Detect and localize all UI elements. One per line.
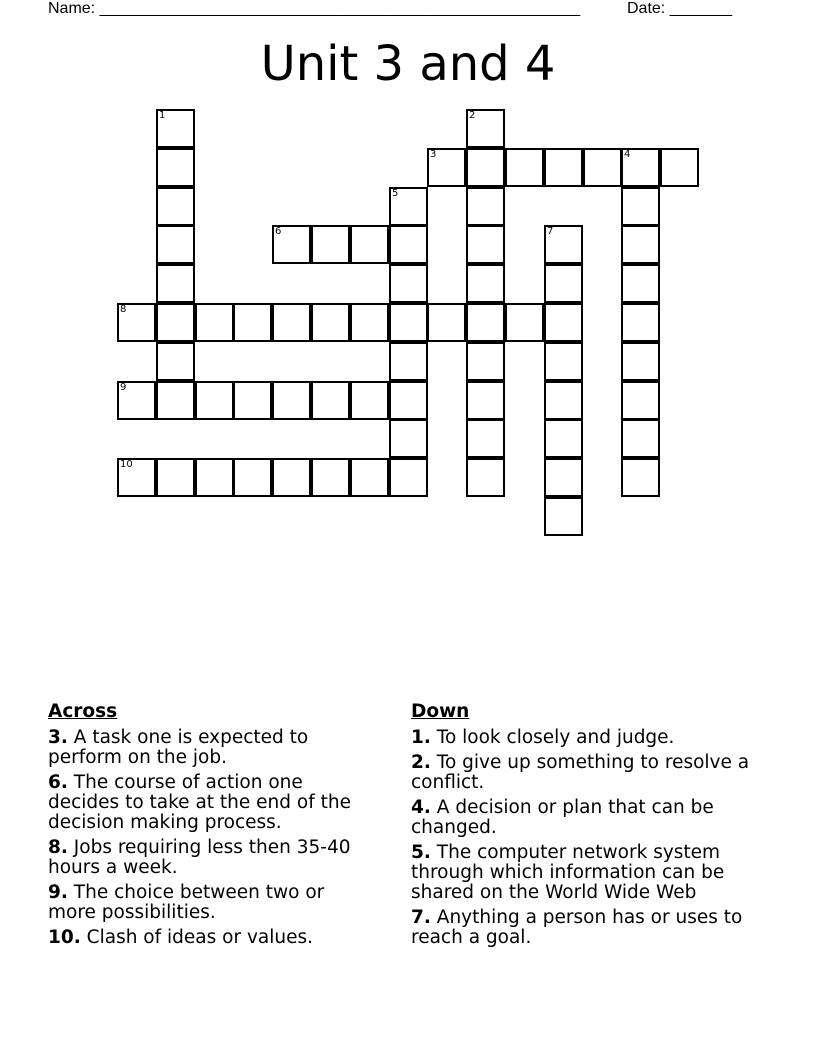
crossword-cell[interactable] [466, 109, 505, 148]
across-clue [48, 838, 378, 878]
crossword-cell[interactable] [544, 225, 583, 264]
name-field-label: Name: ______________________________________________________ [48, 0, 581, 17]
crossword-cell[interactable] [156, 303, 195, 342]
date-field-label: Date: _______ [627, 0, 732, 17]
clue-number: 3. [48, 727, 68, 748]
crossword-cell[interactable] [233, 303, 272, 342]
cell-number: 5 [392, 188, 399, 199]
cell-number: 7 [547, 226, 554, 237]
crossword-cell[interactable] [233, 458, 272, 497]
down-clue [411, 798, 751, 838]
crossword-cell[interactable] [621, 187, 660, 226]
crossword-cell[interactable] [156, 458, 195, 497]
cell-number: 1 [159, 110, 166, 121]
crossword-cell[interactable] [466, 225, 505, 264]
crossword-cell[interactable] [195, 303, 234, 342]
clue-number: 5. [411, 842, 431, 863]
crossword-cell[interactable] [544, 458, 583, 497]
crossword-cell[interactable] [272, 225, 311, 264]
down-clue [411, 908, 751, 948]
across-clue [48, 773, 378, 833]
down-heading: Down [411, 701, 470, 722]
crossword-cell[interactable] [466, 458, 505, 497]
crossword-cell[interactable] [466, 342, 505, 381]
crossword-cell[interactable] [389, 303, 428, 342]
crossword-cell[interactable] [311, 381, 350, 420]
cell-number: 6 [275, 226, 282, 237]
clue-number: 2. [411, 752, 431, 773]
clue-number: 6. [48, 772, 68, 793]
crossword-cell[interactable] [117, 381, 156, 420]
crossword-cell[interactable] [621, 458, 660, 497]
crossword-cell[interactable] [156, 187, 195, 226]
across-clue [48, 883, 378, 923]
clue-text: The course of action one decides to take at the end of the decision making process. [48, 772, 351, 833]
crossword-cell[interactable] [350, 303, 389, 342]
crossword-cell[interactable] [117, 458, 156, 497]
crossword-cell[interactable] [272, 381, 311, 420]
down-clue [411, 843, 751, 903]
crossword-cell[interactable] [156, 225, 195, 264]
crossword-cell[interactable] [272, 303, 311, 342]
crossword-cell[interactable] [156, 109, 195, 148]
crossword-cell[interactable] [466, 303, 505, 342]
across-clues [48, 702, 378, 953]
across-clue [48, 728, 378, 768]
crossword-cell[interactable] [311, 303, 350, 342]
crossword-cell[interactable] [389, 381, 428, 420]
crossword-cell[interactable] [156, 342, 195, 381]
crossword-cell[interactable] [195, 458, 234, 497]
clue-text: Anything a person has or uses to reach a goal. [411, 907, 743, 948]
cell-number: 10 [120, 459, 133, 470]
crossword-cell[interactable] [544, 419, 583, 458]
cell-number: 3 [430, 149, 437, 160]
crossword-cell[interactable] [621, 419, 660, 458]
crossword-cell[interactable] [156, 264, 195, 303]
crossword-cell[interactable] [621, 303, 660, 342]
crossword-cell[interactable] [583, 148, 622, 187]
crossword-cell[interactable] [544, 264, 583, 303]
cell-number: 8 [120, 304, 127, 315]
down-clues [411, 702, 751, 953]
clue-text: Clash of ideas or values. [86, 927, 313, 948]
crossword-cell[interactable] [544, 342, 583, 381]
across-heading: Across [48, 701, 118, 722]
crossword-cell[interactable] [389, 264, 428, 303]
crossword-cell[interactable] [389, 225, 428, 264]
cell-number: 2 [469, 110, 476, 121]
clue-text: To look closely and judge. [436, 727, 675, 748]
clue-number: 7. [411, 907, 431, 928]
crossword-cell[interactable] [389, 419, 428, 458]
across-clue [48, 928, 378, 948]
crossword-cell[interactable] [427, 303, 466, 342]
clue-number: 4. [411, 797, 431, 818]
crossword-cell[interactable] [621, 381, 660, 420]
crossword-cell[interactable] [621, 342, 660, 381]
crossword-cell[interactable] [621, 148, 660, 187]
crossword-cell[interactable] [272, 458, 311, 497]
clue-text: Jobs requiring less then 35-40 hours a week. [48, 837, 351, 878]
crossword-cell[interactable] [350, 225, 389, 264]
crossword-cell[interactable] [311, 458, 350, 497]
crossword-cell[interactable] [621, 264, 660, 303]
cell-number: 4 [624, 149, 631, 160]
page-title: Unit 3 and 4 [260, 36, 556, 92]
crossword-cell[interactable] [621, 225, 660, 264]
down-clue [411, 753, 751, 793]
crossword-cell[interactable] [505, 303, 544, 342]
crossword-cell[interactable] [389, 342, 428, 381]
crossword-cell[interactable] [660, 148, 699, 187]
crossword-cell[interactable] [466, 187, 505, 226]
crossword-cell[interactable] [466, 148, 505, 187]
crossword-cell[interactable] [466, 419, 505, 458]
clue-number: 10. [48, 927, 81, 948]
crossword-cell[interactable] [156, 381, 195, 420]
clue-text: A task one is expected to perform on the job. [48, 727, 309, 768]
clue-number: 9. [48, 882, 68, 903]
clue-text: The computer network system through which information can be shared on the World Wide Web [411, 842, 725, 903]
crossword-cell[interactable] [350, 458, 389, 497]
crossword-cell[interactable] [466, 264, 505, 303]
crossword-cell[interactable] [389, 458, 428, 497]
clue-number: 8. [48, 837, 68, 858]
crossword-cell[interactable] [195, 381, 234, 420]
crossword-cell[interactable] [544, 497, 583, 536]
crossword-cell[interactable] [117, 303, 156, 342]
crossword-cell[interactable] [233, 381, 272, 420]
crossword-cell[interactable] [505, 148, 544, 187]
clue-number: 1. [411, 727, 431, 748]
clue-text: To give up something to resolve a conflict. [411, 752, 750, 793]
down-clue [411, 728, 751, 748]
crossword-cell[interactable] [544, 381, 583, 420]
crossword-cell[interactable] [544, 303, 583, 342]
clue-text: A decision or plan that can be changed. [411, 797, 714, 838]
crossword-cell[interactable] [544, 148, 583, 187]
crossword-cell[interactable] [389, 187, 428, 226]
crossword-cell[interactable] [427, 148, 466, 187]
crossword-cell[interactable] [466, 381, 505, 420]
cell-number: 9 [120, 382, 127, 393]
crossword-cell[interactable] [350, 381, 389, 420]
clue-text: The choice between two or more possibilities. [48, 882, 325, 923]
crossword-cell[interactable] [311, 225, 350, 264]
crossword-cell[interactable] [156, 148, 195, 187]
